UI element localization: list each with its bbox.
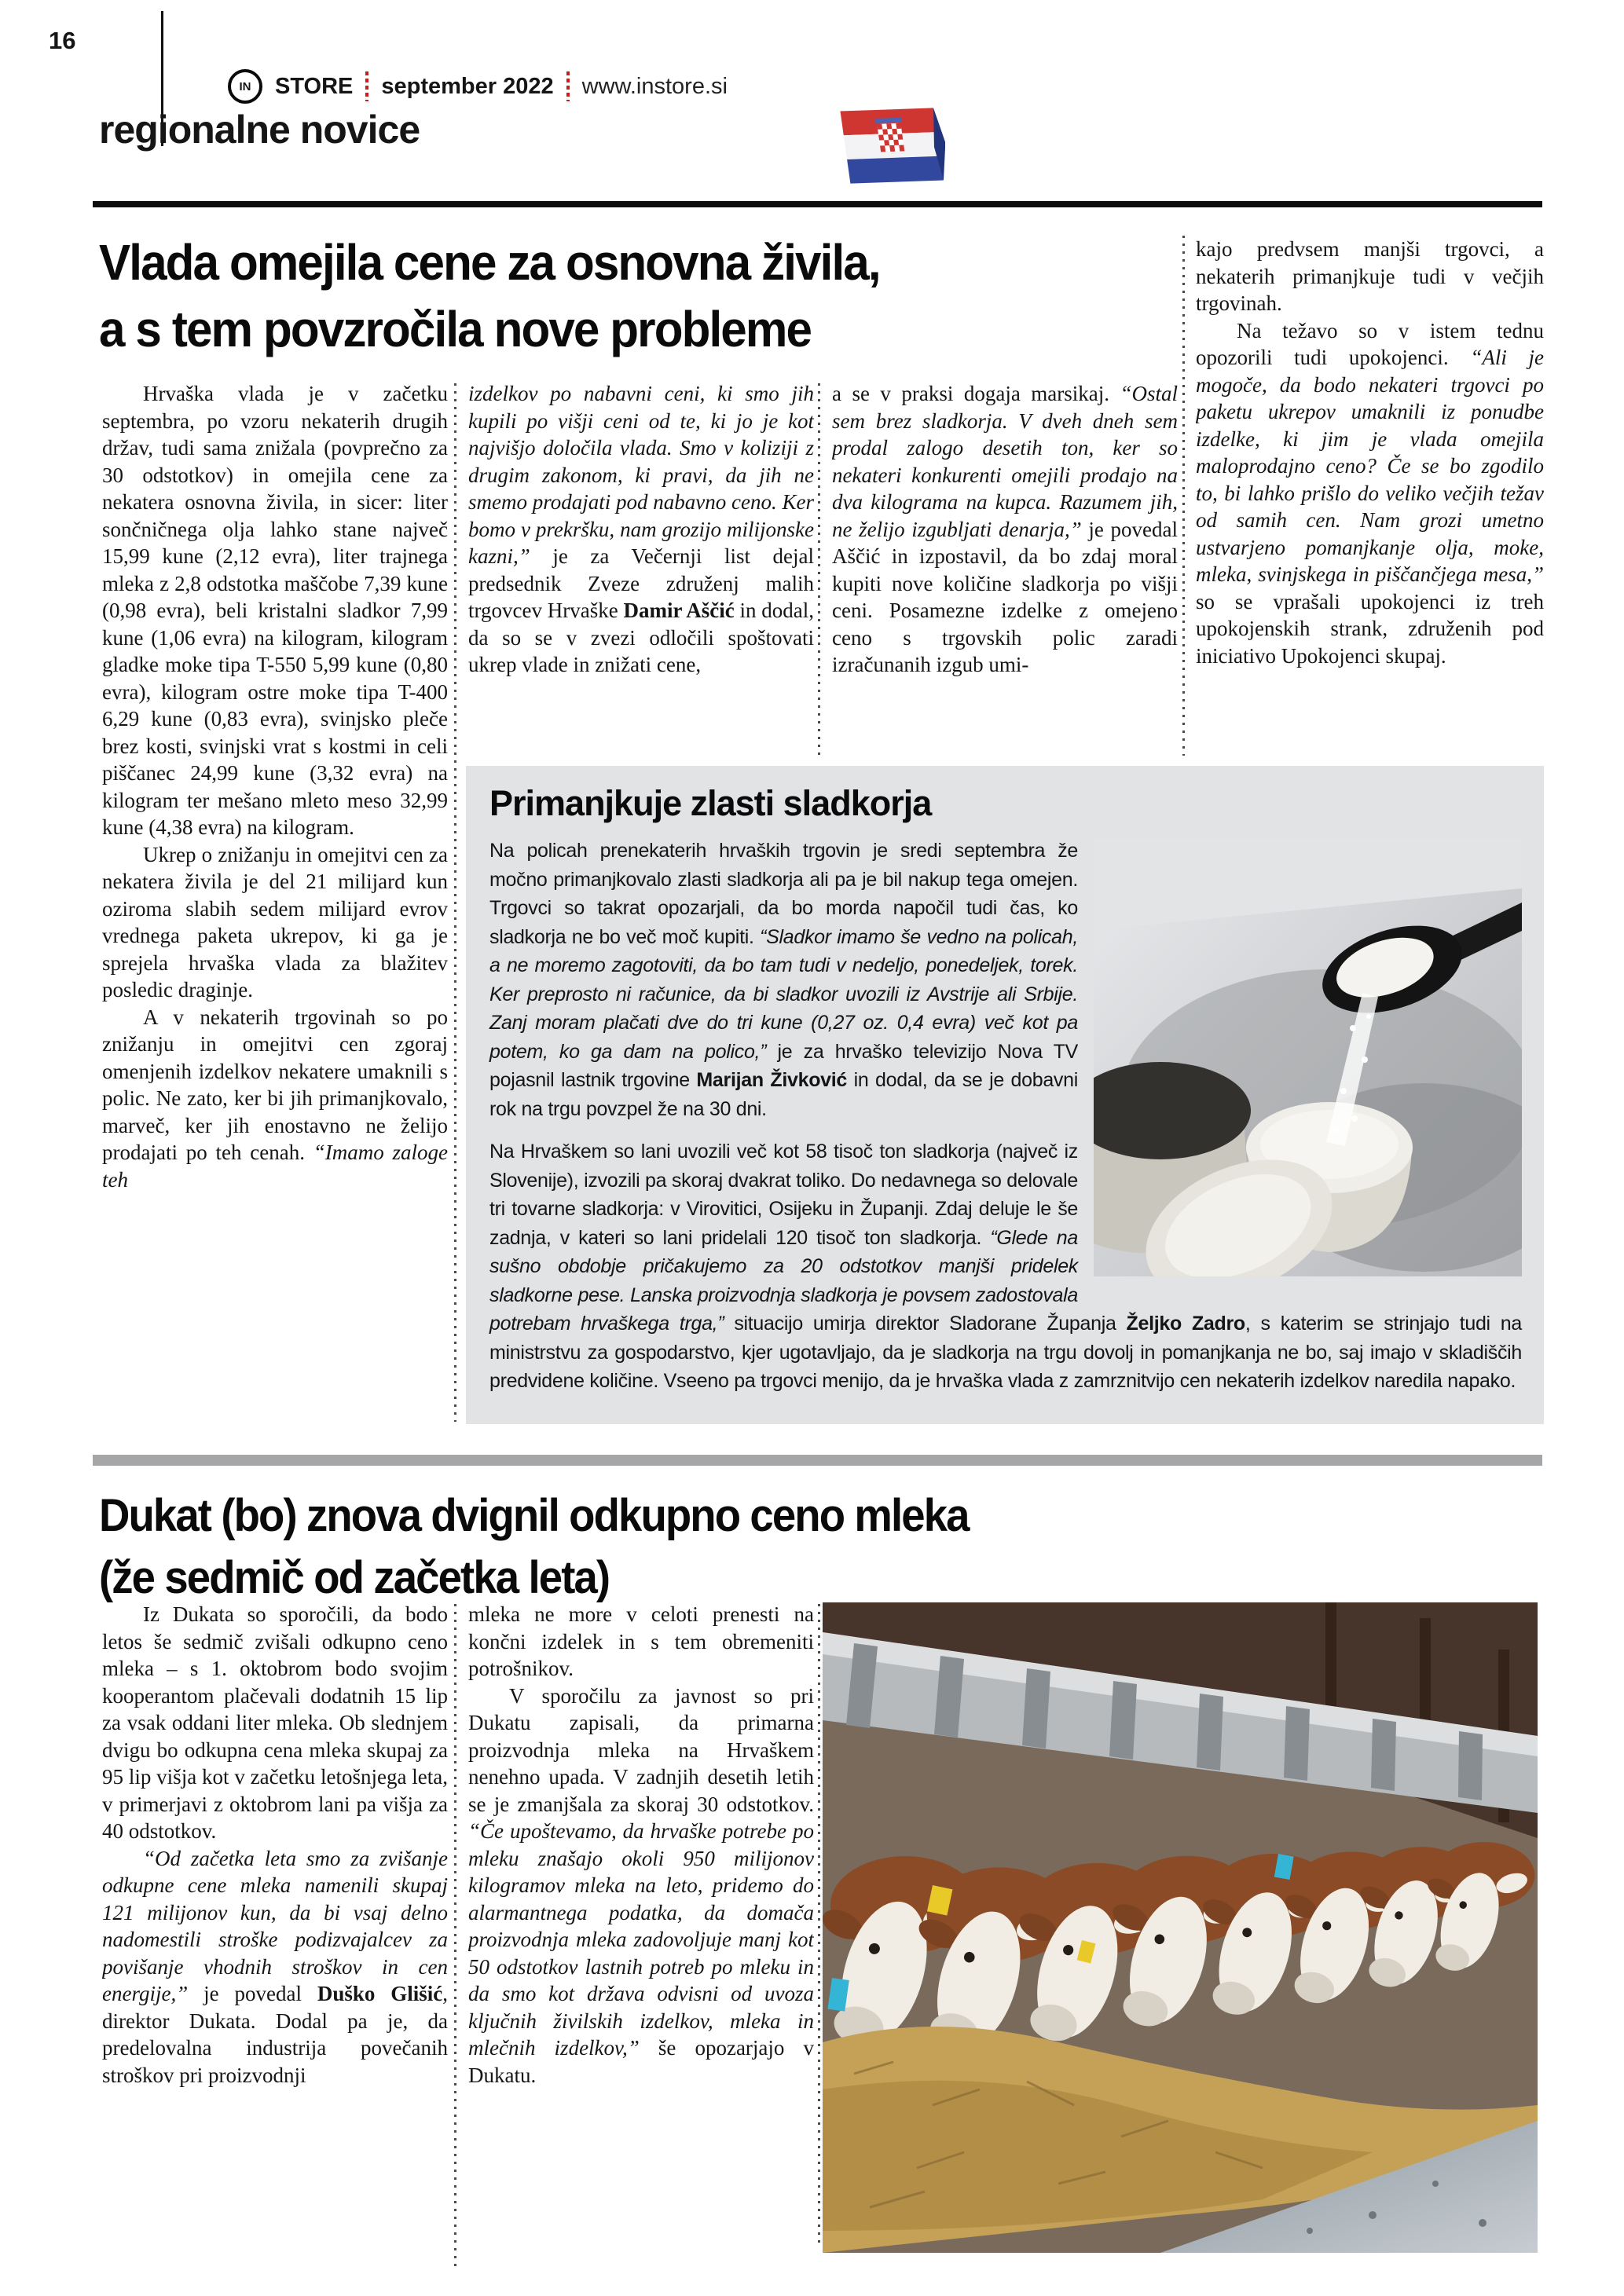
paragraph: kajo predvsem manjši trgovci, a nekaterih primanjkuje tudi v večjih trgovinah. (1196, 237, 1544, 315)
paragraph: Na policah prenekaterih hrvaških trgovin je sredi septembra že močno primanjkovalo zlasti sladkorja ali pa je bil nakup tega omejen. Trgovci so takrat opozarjali, da bo morda napočil tudi čas, ko sladkorja ne bo več moč kupiti. “Sladkor imamo še vedno na policah, a ne moremo zagotoviti, da bo tam tudi v nedeljo, ponedeljek, torek. Ker preprosto ni računice, da bi sladkor uvozili iz Avstrije ali Srbije. Zanj moram plačati dve do tri kune (0,27 oz. 0,4 evra) več kot pa potem, ko ga dam na polico,” je za hrvaško televizijo Nova TV pojasnil lastnik trgovine Marijan Živković in dodal, da se je dobavni rok na trgu povzpel že na 30 dni. (489, 840, 1078, 1120)
column-separator (1182, 236, 1185, 756)
article1-column-3 (832, 380, 1178, 765)
article2-headline-line1: Dukat (bo) znova dvignil odkupno ceno mleka (99, 1490, 969, 1541)
article1-headline-line2: a s tem povzročila nove probleme (99, 301, 812, 357)
brand-name: STORE (275, 73, 354, 99)
article2-column-2 (468, 1601, 814, 2270)
box-title: Primanjkuje zlasti sladkorja (489, 783, 932, 823)
page-number: 16 (49, 27, 76, 54)
cows-feeding-photo (823, 1602, 1538, 2253)
paragraph: a se v praksi dogaja marsikaj. “Ostal sem brez sladkorja. V dveh dneh sem prodal zalogo desetih ton, ker so nekateri konkurenti omejili prodajo na dva kilograma na kupca. Razumem jih, ne želijo izgubljati denarja,” je povedal Aščić in izpostavil, da bo zdaj moral kupiti nove količine sladkorja po višji ceni. Posamezne izdelke z omejeno ceno s trgovskih polic zaradi izračunanih izgub umi- (832, 382, 1178, 676)
paragraph: V sporočilu za javnost so pri Dukatu zapisali, da primarna proizvodnja mleka na Hrvaškem nenehno upada. V zadnjih desetih letih se je zmanjšala za skoraj 30 odstotkov. “Če upoštevamo, da hrvaške potrebe po mleku znašajo okoli 950 milijonov kilogramov mleka na leto, pridemo do alarmantnega podatka, da domača proizvodnja mleka zadovoljuje manj kot 50 odstotkov lastnih potreb po mleku in da smo kot država odvisni od uvoza ključnih živilskih izdelkov, mleka in mlečnih izdelkov,” še opozarjajo v Dukatu. (468, 1683, 814, 2087)
croatia-flag-icon (839, 96, 945, 194)
column-separator (454, 1604, 456, 2269)
paragraph: Iz Dukata so sporočili, da bodo letos še sedmič zvišali odkupno ceno mleka – s 1. oktobrom bodo svojim kooperantom plačevali dodatnih 15 lip za vsak oddani liter mleka. Ob slednjem dvigu bo odkupna cena mleka skupaj za 95 lip višja kot v začetku letošnjega leta, v primerjavi z oktobrom lani pa višja za 40 odstotkov. (102, 1602, 448, 1843)
paragraph: Ukrep o znižanju in omejitvi cen za nekatera živila je del 21 milijard kun oziroma slabih sedem milijard evrov vrednega paketa ukrepov, ki ga je sprejela hrvaška vlada za blažitev posledic draginje. (102, 842, 448, 1002)
section-divider-bar (93, 1455, 1542, 1466)
section-title: regionalne novice (99, 108, 420, 152)
column-separator (818, 1604, 820, 2248)
red-dotted-separator-icon (566, 71, 570, 101)
paragraph: Na Hrvaškem so lani uvozili več kot 58 tisoč ton sladkorja (največ iz Slovenije), izvozili pa skoraj dvakrat toliko. Do nedavnega so delovale tri tovarne sladkorja: v Virovitici, Osijeku in Županji. Zdaj deluje le še zadnja, v kateri so lani pridelali 120 tisoč ton sladkorja. “Glede na sušno obdobje pričakujemo za 20 odstotkov manjši pridelek sladkorne pese. Lanska proizvodnja sladkorja je povsem zadostovala potrebam hrvaškega trga,” situacijo umirja direktor Sladorane Županja Željko Zadro, s katerim se strinjajo tudi na ministrstvu za gospodarstvo, kjer ugotavljajo, da je sladkorja na trgu dovolj in pomanjkanja ne bo, saj imajo v skladiščih predvidene količine. Vseeno pa trgovci menijo, da je hrvaška vlada z zamrznitvijo cen nekaterih izdelkov naredila napako. (489, 1141, 1522, 1392)
top-rule (93, 201, 1542, 207)
website-url: www.instore.si (581, 73, 728, 99)
red-dotted-separator-icon (365, 71, 368, 101)
article1-headline (99, 229, 880, 363)
article1-column-2 (468, 380, 814, 759)
paragraph: A v nekaterih trgovinah so po znižanju in omejitvi cen zgoraj omenjenih izdelkov nekatere umaknili s polic. Ne zato, ker bi jih primanjkovalo, marveč, ker jih enostavno ne želijo prodajati po teh cenah. “Imamo zaloge teh (102, 1005, 448, 1192)
paragraph: “Od začetka leta smo za zvišanje odkupne cene mleka namenili skupaj 121 milijonov kun, da bi vsaj delno nadomestili stroške podizvajalcev za povišanje vhodnih stroškov in cen energije,” je povedal Duško Glišić, direktor Dukata. Dodal pa je, da predelovalna industrija povečanih stroškov pri proizvodnji (102, 1846, 448, 2087)
column-separator (818, 383, 820, 756)
article2-headline (99, 1485, 969, 1609)
instore-logo-icon: IN (228, 69, 262, 104)
masthead (228, 69, 728, 104)
paragraph: Na težavo so v istem tednu opozorili tudi upokojenci. “Ali je mogoče, da bodo nekateri trgovci po paketu ukrepov umaknili iz ponudbe izdelke, ki jim je vlada omejila maloprodajno ceno? Če se bo zgodilo to, bi lahko prišlo do veliko večjih težav od samih cen. Nam grozi umetno ustvarjeno pomanjkanje olja, moke, mleka, svinjskega in piščančjega mesa,” so se vprašali upokojenci iz treh upokojenskih strank, združenih pod iniciativo Upokojenci skupaj. (1196, 318, 1544, 668)
box-body (489, 837, 1522, 1396)
article1-headline-line1: Vlada omejila cene za osnovna živila, (99, 234, 880, 291)
column-separator (454, 383, 456, 1422)
article1-column-4 (1196, 236, 1544, 756)
paragraph: izdelkov po nabavni ceni, ki smo jih kupili po višji ceni od te, ki jo je kot najvišjo določila vlada. Smo v koliziji z drugim zakonom, ki pravi, da jih ne smemo prodajati pod nabavno ceno. Ker bomo v prekršku, nam grozijo milijonske kazni,” je za Večernji list dejal predsednik Zveze združenj malih trgovcev Hrvaške Damir Aščić in dodal, da so se v zvezi odločili spoštovati ukrep vlade in znižati cene, (468, 382, 814, 676)
sugar-photo (1094, 840, 1522, 1276)
issue-date: september 2022 (381, 73, 554, 99)
sugar-shortage-box (466, 766, 1544, 1424)
article2-column-1 (102, 1601, 448, 2270)
paragraph: mleka ne more v celoti prenesti na končni izdelek in s tem obremeniti potrošnikov. (468, 1602, 814, 1680)
article1-column-1 (102, 380, 448, 1425)
paragraph: Hrvaška vlada je v začetku septembra, po vzoru nekaterih drugih držav, tudi sama znižala (povprečno za 30 odstotkov) in omejila cene za nekatera osnovna živila, in sicer: liter sončničnega olja lahko stane največ 15,99 kune (2,12 evra), liter trajnega mleka z 2,8 odstotka maščobe 7,39 kune (0,98 evra), beli kristalni sladkor 7,99 kune (1,06 evra) na kilogram, kilogram gladke moke tipa T-550 5,99 kune (0,80 evra), kilogram ostre moke tipa T-400 6,29 kune (0,83 evra), svinjsko pleče brez kosti, svinjski vrat s kostmi in celi piščanec 24,99 kune (3,32 evra) na kilogram ter mešano mleto meso 32,99 kune (4,38 evra) na kilogram. (102, 382, 448, 839)
article2-headline-line2: (že sedmič od začetka leta) (99, 1552, 610, 1603)
